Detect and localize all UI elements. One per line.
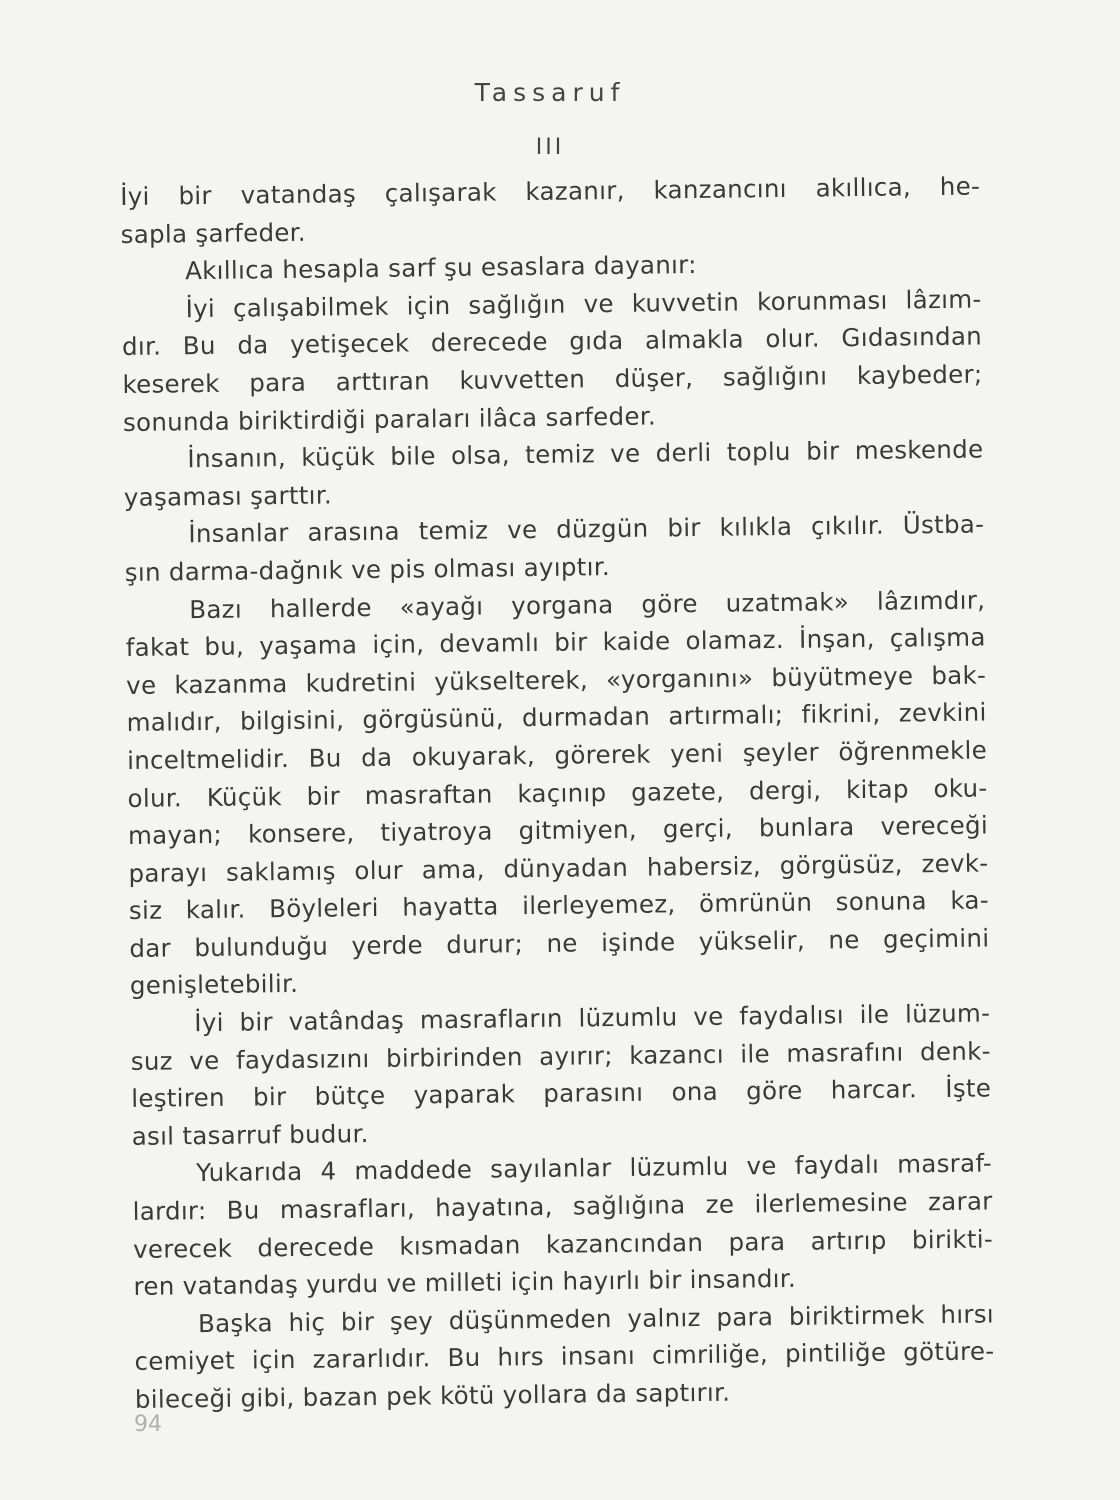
text-line: lardır: Bu masrafları, hayatına, sağlığına ze ilerlemesine zarar: [132, 1186, 993, 1226]
text-line: İnsanlar arasına temiz ve düzgün bir kılıkla çıkılır. Üstba-: [188, 509, 985, 549]
text-line: sapla şarfeder.: [120, 217, 307, 249]
text-line: ve kazanma kudretini yükselterek, «yorganını» büyütmeye bak-: [126, 660, 987, 700]
text-line: siz kalır. Böyleleri hayatta ilerleyemez, ömrünün sonuna ka-: [128, 885, 990, 926]
page-number: 94: [134, 1412, 162, 1437]
body-text: [120, 167, 995, 1418]
text-line: dar bulunduğu yerde durur; ne işinde yükselir, ne geçimini: [129, 923, 990, 963]
text-line: ren vatandaş yurdu ve milleti için hayırlı bir insandır.: [133, 1264, 797, 1302]
text-line: malıdır, bilgisini, görgüsünü, durmadan artırmalı; fikrini, zevkini: [126, 697, 987, 738]
text-line: İyi bir vatandaş çalışarak kazanır, kanzancını akıllıca, he-: [120, 171, 981, 211]
text-line: dır. Bu da yetişecek derecede gıda almakla olur. Gıdasından: [121, 321, 983, 362]
text-line: İnsanın, küçük bile olsa, temiz ve derli toplu bir meskende: [187, 434, 984, 474]
text-line: Başka hiç bir şey düşünmeden yalnız para biriktirmek hırsı: [197, 1299, 995, 1338]
text-line: genişletebilir.: [129, 969, 299, 1001]
text-line: şın darma-dağnık ve pis olması ayıptır.: [124, 551, 611, 587]
text-line: suz ve faydasızını birbirinden ayırır; kazancı ile masrafını denk-: [130, 1036, 991, 1076]
section-number: III: [535, 135, 565, 160]
text-line: inceltmelidir. Bu da okuyarak, görerek yeni şeyler öğrenmekle: [126, 735, 988, 775]
text-line: verecek derecede kısmadan kazancından para artırıp birikti-: [132, 1224, 994, 1264]
text-line: keserek para arttıran kuvvetten düşer, sağlığını kaybeder;: [122, 359, 983, 399]
text-line: mayan; konsere, tiyatroya gitmiyen, gerçi, bunlara vereceği: [127, 810, 989, 851]
page-title: Tassaruf: [474, 78, 626, 107]
text-line: İyi bir vatândaş masrafların lüzumlu ve faydalısı ile lüzum-: [194, 998, 991, 1038]
text-line: sonunda biriktirdiği paraları ilâca sarfeder.: [122, 401, 657, 437]
text-line: fakat bu, yaşama için, devamlı bir kaide olamaz. İnşan, çalışma: [125, 622, 986, 663]
text-line: yaşaması şarttır.: [123, 480, 333, 512]
text-line: parayı saklamış olur ama, dünyadan habersiz, görgüsüz, zevk-: [128, 848, 989, 888]
text-line: Bazı hallerde «ayağı yorgana göre uzatmak» lâzımdır,: [189, 584, 986, 624]
text-line: leştiren bir bütçe yaparak parasını ona göre harcar. İşte: [131, 1073, 992, 1114]
text-line: olur. Küçük bir masraftan kaçınıp gazete, dergi, kitap oku-: [127, 772, 988, 813]
text-line: Yukarıda 4 maddede sayılanlar lüzumlu ve faydalı masraf-: [195, 1148, 993, 1188]
text-line: asıl tasarruf budur.: [131, 1118, 369, 1151]
text-line: bileceği gibi, bazan pek kötü yollara da saptırır.: [134, 1377, 731, 1414]
text-line: İyi çalışabilmek için sağlığın ve kuvvetin korunması lâzım-: [185, 284, 982, 323]
text-line: cemiyet için zararlıdır. Bu hırs insanı cimriliğe, pintiliğe götüre-: [134, 1336, 995, 1377]
text-line: Akıllıca hesapla sarf şu esaslara dayanır:: [184, 250, 697, 286]
